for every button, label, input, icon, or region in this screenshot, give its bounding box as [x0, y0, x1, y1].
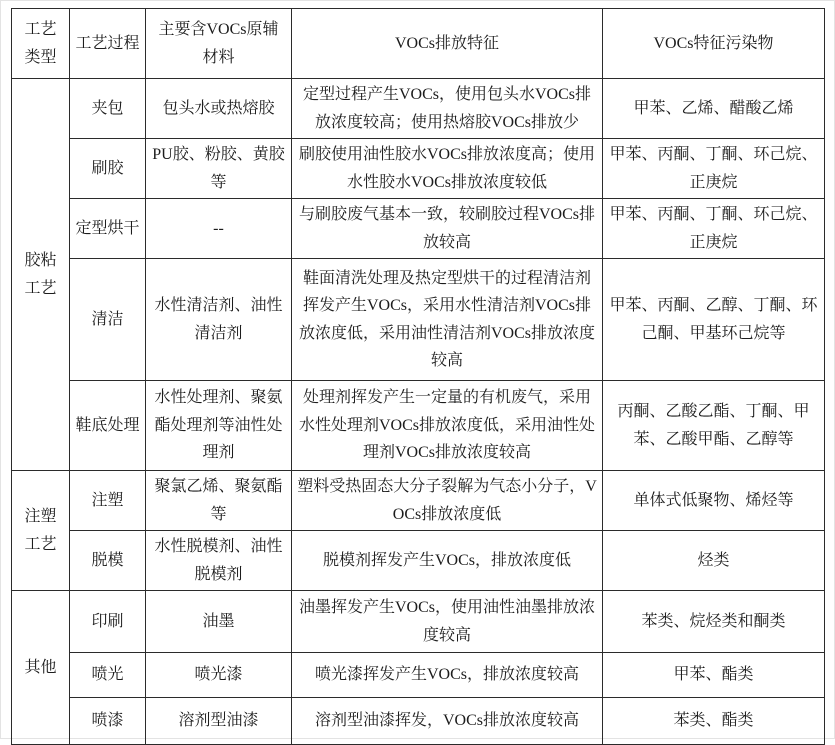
group-cell-other: 其他 [12, 591, 70, 745]
cell-pollutants: 甲苯、酯类 [603, 653, 825, 698]
table-row [12, 698, 825, 745]
table-row [12, 199, 825, 259]
header-characteristics: VOCs排放特征 [292, 9, 603, 79]
cell-materials: 溶剂型油漆 [146, 698, 292, 745]
cell-process: 刷胶 [70, 139, 146, 199]
cell-materials: 喷光漆 [146, 653, 292, 698]
cell-characteristics: 与刷胶废气基本一致，较刷胶过程VOCs排放较高 [292, 199, 603, 259]
cell-characteristics: 定型过程产生VOCs，使用包头水VOCs排放浓度较高；使用热熔胶VOCs排放少 [292, 79, 603, 139]
header-pollutants: VOCs特征污染物 [603, 9, 825, 79]
table-row [12, 381, 825, 471]
cell-process: 喷光 [70, 653, 146, 698]
cell-materials: 水性清洁剂、油性清洁剂 [146, 259, 292, 381]
cell-process: 定型烘干 [70, 199, 146, 259]
cell-pollutants: 苯类、酯类 [603, 698, 825, 745]
cell-materials: 水性脱模剂、油性脱模剂 [146, 531, 292, 591]
cell-materials: 聚氯乙烯、聚氨酯等 [146, 471, 292, 531]
cell-materials: 包头水或热熔胶 [146, 79, 292, 139]
cell-process: 鞋底处理 [70, 381, 146, 471]
table-row [12, 259, 825, 381]
cell-process: 喷漆 [70, 698, 146, 745]
table-row [12, 471, 825, 531]
cell-characteristics: 喷光漆挥发产生VOCs，排放浓度较高 [292, 653, 603, 698]
group-cell-injection: 注塑工艺 [12, 471, 70, 591]
cell-pollutants: 甲苯、乙烯、醋酸乙烯 [603, 79, 825, 139]
vocs-process-table [11, 8, 825, 745]
cell-materials: -- [146, 199, 292, 259]
table-row [12, 139, 825, 199]
cell-process: 脱模 [70, 531, 146, 591]
table-row [12, 79, 825, 139]
cell-pollutants: 烃类 [603, 531, 825, 591]
cell-pollutants: 甲苯、丙酮、丁酮、环己烷、正庚烷 [603, 139, 825, 199]
cell-materials: PU胶、粉胶、黄胶等 [146, 139, 292, 199]
header-process-type: 工艺类型 [12, 9, 70, 79]
cell-process: 清洁 [70, 259, 146, 381]
cell-process: 注塑 [70, 471, 146, 531]
header-process: 工艺过程 [70, 9, 146, 79]
cell-process: 印刷 [70, 591, 146, 653]
cell-pollutants: 苯类、烷烃类和酮类 [603, 591, 825, 653]
cell-characteristics: 处理剂挥发产生一定量的有机废气，采用水性处理剂VOCs排放浓度低，采用油性处理剂VOCs排放浓度较高 [292, 381, 603, 471]
cell-characteristics: 刷胶使用油性胶水VOCs排放浓度高；使用水性胶水VOCs排放浓度较低 [292, 139, 603, 199]
cell-characteristics: 鞋面清洗处理及热定型烘干的过程清洁剂挥发产生VOCs，采用水性清洁剂VOCs排放浓度低，采用油性清洁剂VOCs排放浓度较高 [292, 259, 603, 381]
cell-characteristics: 塑料受热固态大分子裂解为气态小分子，VOCs排放浓度低 [292, 471, 603, 531]
cell-pollutants: 丙酮、乙酸乙酯、丁酮、甲苯、乙酸甲酯、乙醇等 [603, 381, 825, 471]
cell-characteristics: 溶剂型油漆挥发，VOCs排放浓度较高 [292, 698, 603, 745]
cell-characteristics: 油墨挥发产生VOCs，使用油性油墨排放浓度较高 [292, 591, 603, 653]
cell-materials: 水性处理剂、聚氨酯处理剂等油性处理剂 [146, 381, 292, 471]
cell-characteristics: 脱模剂挥发产生VOCs，排放浓度低 [292, 531, 603, 591]
cell-pollutants: 单体式低聚物、烯烃等 [603, 471, 825, 531]
header-materials: 主要含VOCs原辅材料 [146, 9, 292, 79]
cell-materials: 油墨 [146, 591, 292, 653]
table-row [12, 653, 825, 698]
table-row [12, 591, 825, 653]
group-cell-adhesive: 胶粘工艺 [12, 79, 70, 471]
cell-pollutants: 甲苯、丙酮、乙醇、丁酮、环己酮、甲基环己烷等 [603, 259, 825, 381]
cell-pollutants: 甲苯、丙酮、丁酮、环己烷、正庚烷 [603, 199, 825, 259]
header-row [12, 9, 825, 79]
table-row [12, 531, 825, 591]
cell-process: 夹包 [70, 79, 146, 139]
